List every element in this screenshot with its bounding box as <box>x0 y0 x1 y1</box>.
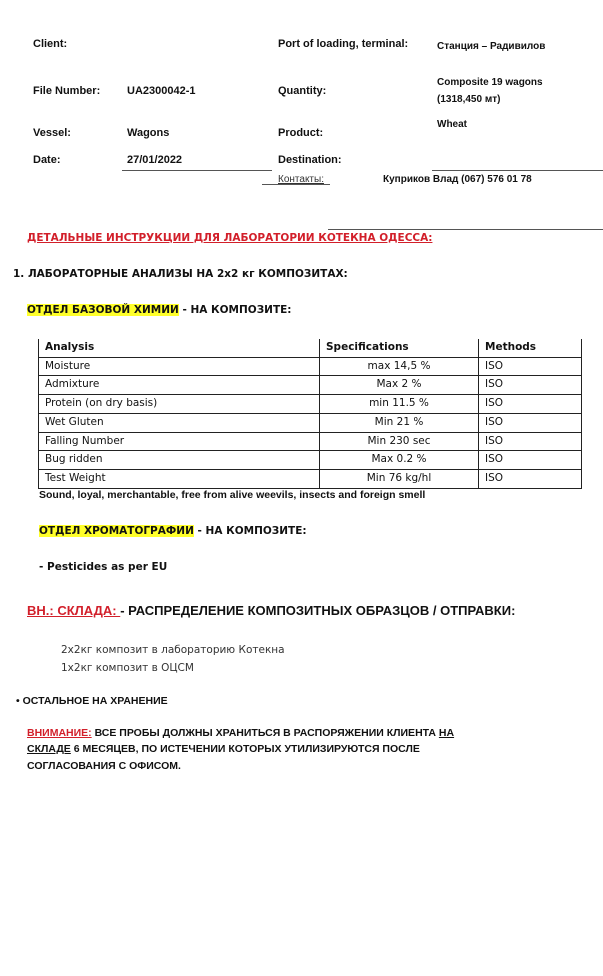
specification-cell: Min 230 sec <box>320 432 479 451</box>
product-label: Product: <box>278 127 324 139</box>
attention-label: ВНИМАНИЕ: <box>27 727 92 739</box>
chromatography-heading <box>39 525 307 537</box>
warehouse-red-label: ВН.: СКЛАДА: <box>27 603 121 618</box>
analysis-cell: Moisture <box>39 357 320 376</box>
port-label: Port of loading, terminal: <box>278 38 409 50</box>
contacts-label: Контакты: <box>278 174 324 185</box>
specification-cell: Max 0.2 % <box>320 451 479 470</box>
analysis-cell: Bug ridden <box>39 451 320 470</box>
destination-underline <box>432 170 603 171</box>
table-header-row <box>39 339 582 357</box>
attention-text-1: ВСЕ ПРОБЫ ДОЛЖНЫ ХРАНИТЬСЯ В РАСПОРЯЖЕНИИ КЛИЕНТА <box>91 727 439 739</box>
specification-cell: min 11.5 % <box>320 395 479 414</box>
method-cell: ISO <box>479 432 582 451</box>
product-value: Wheat <box>437 119 467 130</box>
method-cell: ISO <box>479 376 582 395</box>
storage-text: ОСТАЛЬНОЕ НА ХРАНЕНИЕ <box>22 695 168 707</box>
quantity-value-line1: Composite 19 wagons <box>437 77 543 88</box>
method-cell: ISO <box>479 395 582 414</box>
quantity-label: Quantity: <box>278 85 327 97</box>
destination-label: Destination: <box>278 154 342 166</box>
method-cell: ISO <box>479 469 582 488</box>
date-value: 27/01/2022 <box>127 154 183 166</box>
table-note: Sound, loyal, merchantable, free from alive weevils, insects and foreign smell <box>39 489 426 501</box>
date-label: Date: <box>33 154 61 166</box>
attention-text-2: 6 МЕСЯЦЕВ, ПО ИСТЕЧЕНИИ КОТОРЫХ УТИЛИЗИРУЮТСЯ ПОСЛЕ <box>70 743 420 755</box>
table-header-methods: Methods <box>479 339 582 357</box>
table-row <box>39 413 582 432</box>
basic-chemistry-rest: - НА КОМПОЗИТЕ: <box>178 304 292 316</box>
analysis-cell: Protein (on dry basis) <box>39 395 320 414</box>
table-row <box>39 357 582 376</box>
chromatography-rest: - НА КОМПОЗИТЕ: <box>193 525 307 537</box>
specification-cell: Min 21 % <box>320 413 479 432</box>
basic-chemistry-heading <box>27 304 292 316</box>
specification-cell: max 14,5 % <box>320 357 479 376</box>
section1-title: 1. ЛАБОРАТОРНЫЕ АНАЛИЗЫ НА 2х2 кг КОМПОЗИТАХ: <box>13 268 348 280</box>
attention-underlined-2: СКЛАДЕ <box>27 743 71 755</box>
table-row <box>39 395 582 414</box>
table-row <box>39 432 582 451</box>
file-number-value: UA2300042-1 <box>127 85 196 97</box>
attention-line2 <box>27 743 420 755</box>
analysis-cell: Falling Number <box>39 432 320 451</box>
instructions-title: ДЕТАЛЬНЫЕ ИНСТРУКЦИИ ДЛЯ ЛАБОРАТОРИИ КОТЕКНА ОДЕССА: <box>27 232 433 244</box>
analysis-cell: Admixture <box>39 376 320 395</box>
pesticides-item: - Pesticides as per EU <box>39 561 168 573</box>
contacts-value: Куприков Влад (067) 576 01 78 <box>383 174 532 185</box>
vessel-label: Vessel: <box>33 127 71 139</box>
port-value: Станция – Радивилов <box>437 41 546 52</box>
method-cell: ISO <box>479 413 582 432</box>
file-number-label: File Number: <box>33 85 101 97</box>
table-header-specifications: Specifications <box>320 339 479 357</box>
table-row <box>39 451 582 470</box>
table-row <box>39 376 582 395</box>
specification-cell: Min 76 kg/hl <box>320 469 479 488</box>
chromatography-highlight: ОТДЕЛ ХРОМАТОГРАФИИ <box>39 525 194 537</box>
analysis-cell: Wet Gluten <box>39 413 320 432</box>
attention-line1 <box>27 727 454 739</box>
attention-line3: СОГЛАСОВАНИЯ С ОФИСОМ. <box>27 760 181 772</box>
warehouse-item: 2х2кг композит в лабораторию Котекна <box>61 644 285 656</box>
quantity-value-line2: (1318,450 мт) <box>437 94 501 105</box>
method-cell: ISO <box>479 451 582 470</box>
table-header-analysis: Analysis <box>39 339 320 357</box>
table-row <box>39 469 582 488</box>
date-underline <box>122 170 272 171</box>
warehouse-heading <box>27 603 515 618</box>
method-cell: ISO <box>479 357 582 376</box>
vessel-value: Wagons <box>127 127 170 139</box>
basic-chemistry-highlight: ОТДЕЛ БАЗОВОЙ ХИМИИ <box>27 304 179 316</box>
warehouse-item: 1х2кг композит в ОЦСМ <box>61 662 194 674</box>
client-label: Client: <box>33 38 68 50</box>
divider-line <box>328 229 603 230</box>
storage-line <box>16 695 168 707</box>
specification-cell: Max 2 % <box>320 376 479 395</box>
attention-underlined-1: НА <box>438 727 455 739</box>
warehouse-rest: - РАСПРЕДЕЛЕНИЕ КОМПОЗИТНЫХ ОБРАЗЦОВ / ОТПРАВКИ: <box>120 603 516 618</box>
analysis-table <box>38 339 582 489</box>
bullet-icon: • <box>16 695 20 707</box>
analysis-cell: Test Weight <box>39 469 320 488</box>
